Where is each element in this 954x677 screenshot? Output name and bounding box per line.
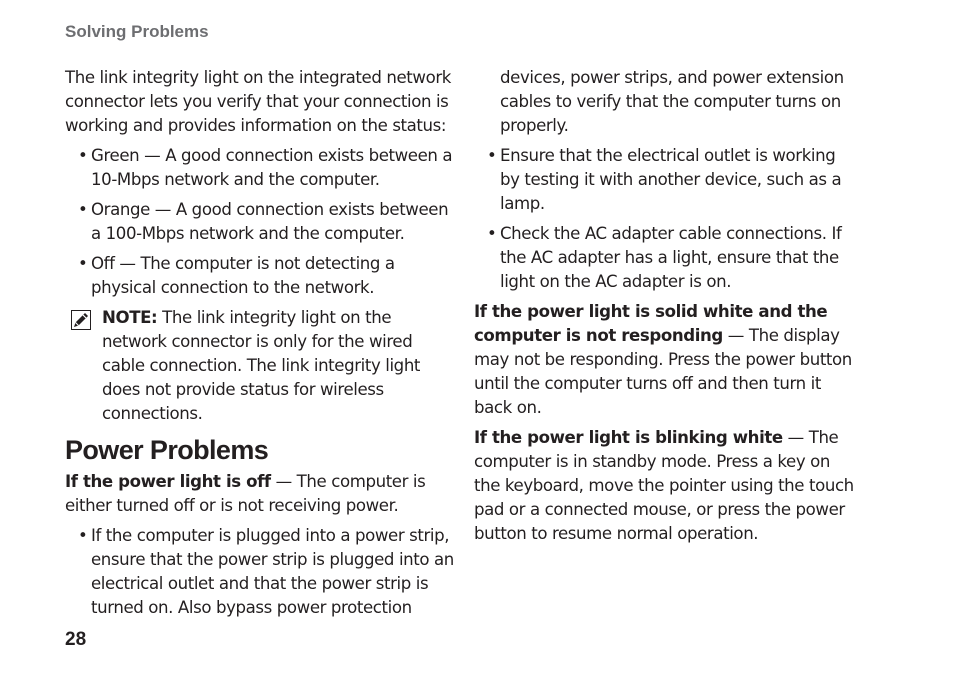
right-column	[474, 66, 854, 552]
list-item: • Ensure that the electrical outlet is working by testing it with another device, such as a lamp.	[474, 144, 854, 216]
list-item: • Check the AC adapter cable connections. If the AC adapter has a light, ensure that the light on the AC adapter is on.	[474, 222, 854, 294]
power-off-text: — The computer is either turned off or is not receiving power.	[65, 472, 426, 515]
blinking-white-label: If the power light is blinking white	[474, 428, 783, 447]
continued-text: devices, power strips, and power extension cables to verify that the computer turns on properly.	[500, 68, 844, 135]
power-check-list	[474, 144, 854, 294]
intro-paragraph: The link integrity light on the integrated network connector lets you verify that your connection is working and provides information on the status:	[65, 68, 451, 135]
section-header: Solving Problems	[65, 22, 209, 41]
solid-white-paragraph	[474, 300, 854, 420]
section-title: Power Problems	[65, 435, 269, 465]
power-off-paragraph	[65, 470, 455, 518]
solid-white-label: If the power light is solid white and the computer is not responding	[474, 302, 828, 345]
list-item: • Off — The computer is not detecting a physical connection to the network.	[65, 252, 455, 300]
note-label: NOTE:	[102, 308, 158, 327]
list-item: • Green — A good connection exists between a 10-Mbps network and the computer.	[65, 144, 455, 192]
list-item: • If the computer is plugged into a power strip, ensure that the power strip is plugged into an electrical outlet and that the power strip is turned on. Also bypass power protection	[65, 524, 455, 620]
note-text: The link integrity light on the network connector is only for the wired cable connection. The link integrity light does not provide status for wireless connections.	[102, 308, 421, 423]
note-block	[65, 306, 455, 426]
blinking-white-paragraph	[474, 426, 854, 546]
page-number: 28	[65, 629, 87, 650]
left-column	[65, 66, 455, 626]
list-item: • Orange — A good connection exists between a 100-Mbps network and the computer.	[65, 198, 455, 246]
power-strip-list	[65, 524, 455, 620]
solid-white-text: — The display may not be responding. Press the power button until the computer turns off and then turn it back on.	[474, 326, 852, 417]
power-off-label: If the power light is off	[65, 472, 271, 491]
pencil-note-icon	[71, 310, 91, 330]
link-status-list	[65, 144, 455, 300]
blinking-white-text: — The computer is in standby mode. Press a key on the keyboard, move the pointer using the touch pad or a connected mouse, or press the power button to resume normal operation.	[474, 428, 854, 543]
